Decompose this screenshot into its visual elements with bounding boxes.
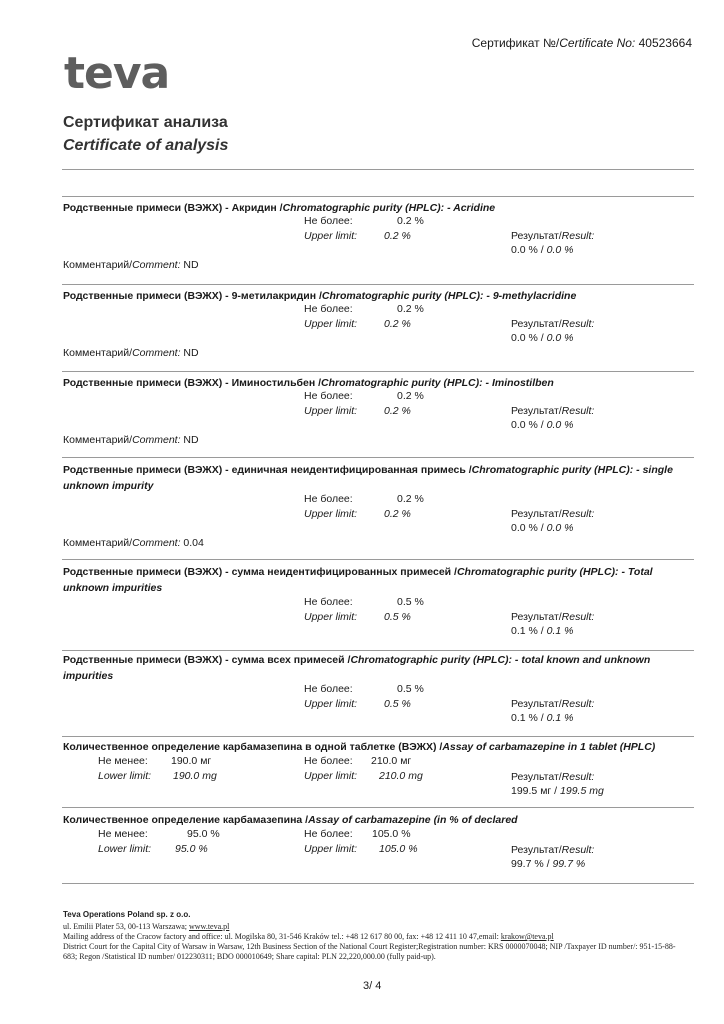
max-value: 0.2 %: [397, 215, 424, 227]
certificate-number: [472, 36, 692, 50]
result-label-en: Result:: [561, 508, 595, 520]
footer: [63, 910, 683, 962]
result-label-en: Result:: [561, 230, 595, 242]
result-value: 0.1 % / 0.1 %: [511, 625, 574, 637]
max-label: Не более:: [304, 683, 353, 695]
footer-company: Teva Operations Poland sp. z o.o.: [63, 910, 191, 919]
result-value: 0.0 % / 0.0 %: [511, 244, 574, 256]
result-value: 0.0 % / 0.0 %: [511, 332, 574, 344]
result-label-ru: Результат/: [511, 405, 562, 417]
upper-limit-label: Upper limit:: [304, 770, 358, 782]
result-label: [511, 317, 594, 331]
cert-label-ru: Сертификат №/: [471, 36, 560, 50]
result-label-en: Result:: [561, 771, 595, 783]
section-title-en: Assay of carbamazepine in 1 tablet (HPLC): [442, 741, 656, 753]
comment: [63, 536, 204, 550]
logo-text: teva: [64, 52, 170, 94]
upper-limit-value: 0.2 %: [384, 318, 411, 330]
result-label: [511, 507, 594, 521]
max-label: Не более:: [304, 215, 353, 227]
page-number: 3/ 4: [363, 980, 382, 992]
upper-limit-label: Upper limit:: [304, 508, 358, 520]
footer-court-info: District Court for the Capital City of Warsaw in Warsaw, 12th Business Section of the National Court Register;Registration number: KRS 0000070048; NIP /Taxpayer ID number/: 951-15-88-683; Regon /Statistical ID number/ 012230311; BDO 000010649; Share capital: PLN 22,220,000.00 (fully paid-up).: [63, 942, 676, 961]
section-title: [63, 564, 685, 596]
comment: [63, 258, 199, 272]
comment-value: ND: [183, 347, 199, 359]
min-label: Не менее:: [98, 828, 148, 840]
page-title-ru: Сертификат анализа: [63, 114, 228, 131]
result-value-en: 0.1 %: [546, 625, 574, 637]
test-section-total-impurities: [0, 652, 724, 737]
lower-limit-label: Lower limit:: [98, 843, 152, 855]
result-value: 0.1 % / 0.1 %: [511, 712, 574, 724]
lower-limit-value: 190.0 mg: [173, 770, 217, 782]
comment: [63, 433, 199, 447]
section-title: [63, 739, 685, 755]
comment-label-en: Comment:: [132, 347, 181, 359]
section-title-ru: Родственные примеси (ВЭЖХ) - единичная неидентифицированная примесь /: [63, 464, 472, 476]
comment-label-ru: Комментарий/: [63, 259, 133, 271]
divider: [62, 807, 694, 808]
max-value: 105.0 %: [372, 828, 411, 840]
lower-limit-value: 95.0 %: [175, 843, 208, 855]
result-value-en: 0.0 %: [546, 244, 574, 256]
result-label: [511, 404, 594, 418]
result-label-ru: Результат/: [511, 844, 562, 856]
cert-number-value: 40523664: [638, 36, 692, 50]
upper-limit-value: 0.5 %: [384, 611, 411, 623]
section-title-en: Chromatographic purity (HPLC): - 9-methylacridine: [321, 290, 577, 302]
section-title: [63, 812, 685, 828]
section-title-en: Assay of carbamazepine (in % of declared: [308, 814, 518, 826]
upper-limit-label: Upper limit:: [304, 318, 358, 330]
max-value: 0.5 %: [397, 683, 424, 695]
section-title-ru: Количественное определение карбамазепина в одной таблетке (ВЭЖХ) /: [63, 741, 443, 753]
section-title-en: Chromatographic purity (HPLC): - single unknown impurity: [63, 464, 673, 492]
test-section-9-methylacridine: [0, 288, 724, 373]
section-title-ru: Родственные примеси (ВЭЖХ) - Акридин /: [63, 202, 283, 214]
section-title: [63, 200, 685, 216]
test-section-total-unknown-impurities: [0, 564, 724, 649]
section-title-ru: Родственные примеси (ВЭЖХ) - 9-метилакридин /: [63, 290, 322, 302]
upper-limit-value: 105.0 %: [379, 843, 418, 855]
upper-limit-label: Upper limit:: [304, 698, 358, 710]
upper-limit-label: Upper limit:: [304, 405, 358, 417]
comment-value: 0.04: [183, 537, 204, 549]
cert-label-en: Certificate No:: [559, 36, 636, 50]
min-value: 95.0 %: [187, 828, 220, 840]
section-title-ru: Родственные примеси (ВЭЖХ) - Иминостильбен /: [63, 377, 322, 389]
result-value-en: 0.0 %: [546, 332, 574, 344]
result-value: 199.5 мг / 199.5 mg: [511, 785, 604, 797]
section-title-ru: Родственные примеси (ВЭЖХ) - сумма всех примесей /: [63, 654, 351, 666]
max-label: Не более:: [304, 596, 353, 608]
result-label-en: Result:: [561, 318, 595, 330]
teva-logo: [64, 52, 176, 99]
divider: [62, 196, 694, 197]
max-label: Не более:: [304, 303, 353, 315]
section-title-en: Chromatographic purity (HPLC): - Total unknown impurities: [63, 566, 653, 594]
result-label-en: Result:: [561, 405, 595, 417]
section-title-ru: Родственные примеси (ВЭЖХ) - сумма неидентифицированных примесей /: [63, 566, 457, 578]
result-value-ru: 0.1 %: [511, 625, 538, 637]
section-title: [63, 375, 685, 391]
comment: [63, 346, 199, 360]
comment-label-ru: Комментарий/: [63, 537, 133, 549]
result-label: [511, 770, 594, 784]
section-title-ru: Количественное определение карбамазепина /: [63, 814, 309, 826]
lower-limit-label: Lower limit:: [98, 770, 152, 782]
result-label-ru: Результат/: [511, 771, 562, 783]
result-label-en: Result:: [561, 844, 595, 856]
upper-limit-value: 0.2 %: [384, 508, 411, 520]
upper-limit-value: 0.5 %: [384, 698, 411, 710]
comment-value: ND: [183, 434, 199, 446]
upper-limit-value: 0.2 %: [384, 230, 411, 242]
result-label-ru: Результат/: [511, 508, 562, 520]
result-value-ru: 0.1 %: [511, 712, 538, 724]
result-label-ru: Результат/: [511, 318, 562, 330]
website-link[interactable]: www.teva.pl: [189, 922, 230, 931]
section-title-en: Chromatographic purity (HPLC): - Acridine: [282, 202, 496, 214]
footer-address: [63, 922, 683, 932]
comment-label-en: Comment:: [132, 259, 181, 271]
divider: [62, 371, 694, 372]
section-title-en: Chromatographic purity (HPLC): - total known and unknown impurities: [63, 654, 651, 682]
result-label-ru: Результат/: [511, 698, 562, 710]
divider: [62, 284, 694, 285]
comment-label-ru: Комментарий/: [63, 347, 133, 359]
max-value: 0.2 %: [397, 303, 424, 315]
section-title: [63, 462, 685, 494]
max-value: 0.2 %: [397, 493, 424, 505]
result-value-ru: 0.0 %: [511, 522, 538, 534]
upper-limit-label: Upper limit:: [304, 230, 358, 242]
max-label: Не более:: [304, 828, 353, 840]
divider: [62, 650, 694, 651]
max-label: Не более:: [304, 390, 353, 402]
result-label: [511, 610, 594, 624]
comment-label-en: Comment:: [132, 434, 181, 446]
divider: [62, 883, 694, 884]
divider: [62, 736, 694, 737]
result-label: [511, 229, 594, 243]
divider: [62, 559, 694, 560]
comment-label-ru: Комментарий/: [63, 434, 133, 446]
result-label: [511, 843, 594, 857]
section-title-en: Chromatographic purity (HPLC): - Iminostilben: [321, 377, 554, 389]
section-title: [63, 288, 685, 304]
footer-mailing-text: Mailing address of the Cracow factory and office: ul. Mogilska 80, 31-546 Kraków tel.: +48 12 617 80 00, fax: +48 12 411 10 47,email:: [63, 932, 499, 941]
max-value: 0.5 %: [397, 596, 424, 608]
result-label-ru: Результат/: [511, 230, 562, 242]
max-value: 210.0 мг: [371, 755, 412, 767]
result-value: 0.0 % / 0.0 %: [511, 522, 574, 534]
comment-value: ND: [183, 259, 199, 271]
max-label: Не более:: [304, 493, 353, 505]
result-value: 99.7 % / 99.7 %: [511, 858, 586, 870]
test-section-iminostilben: [0, 375, 724, 460]
result-value-en: 99.7 %: [552, 858, 586, 870]
result-label: [511, 697, 594, 711]
min-value: 190.0 мг: [171, 755, 212, 767]
result-value-en: 199.5 mg: [560, 785, 604, 797]
result-value-ru: 0.0 %: [511, 332, 538, 344]
footer-mailing: [63, 932, 683, 942]
divider: [62, 457, 694, 458]
test-section-assay-percent-declared: [0, 812, 724, 897]
result-value-ru: 0.0 %: [511, 419, 538, 431]
max-label: Не более:: [304, 755, 353, 767]
email-link[interactable]: krakow@teva.pl: [500, 932, 554, 941]
test-section-single-unknown-impurity: [0, 462, 724, 547]
upper-limit-label: Upper limit:: [304, 843, 358, 855]
result-value-en: 0.0 %: [546, 522, 574, 534]
upper-limit-label: Upper limit:: [304, 611, 358, 623]
upper-limit-value: 210.0 mg: [379, 770, 423, 782]
divider: [62, 169, 694, 170]
min-label: Не менее:: [98, 755, 148, 767]
section-title: [63, 652, 685, 684]
result-value-en: 0.0 %: [546, 419, 574, 431]
result-value-ru: 199.5 мг: [511, 785, 552, 797]
upper-limit-value: 0.2 %: [384, 405, 411, 417]
result-value-en: 0.1 %: [546, 712, 574, 724]
result-label-en: Result:: [561, 611, 595, 623]
comment-label-en: Comment:: [132, 537, 181, 549]
max-value: 0.2 %: [397, 390, 424, 402]
footer-address-text: ul. Emilii Plater 53, 00-113 Warszawa;: [63, 922, 187, 931]
result-value-ru: 0.0 %: [511, 244, 538, 256]
teva-logo-image: [64, 52, 176, 94]
result-value: 0.0 % / 0.0 %: [511, 419, 574, 431]
result-value-ru: 99.7 %: [511, 858, 544, 870]
result-label-en: Result:: [561, 698, 595, 710]
test-section-acridine: [0, 200, 724, 285]
result-label-ru: Результат/: [511, 611, 562, 623]
page-title-en: Certificate of analysis: [63, 137, 229, 154]
